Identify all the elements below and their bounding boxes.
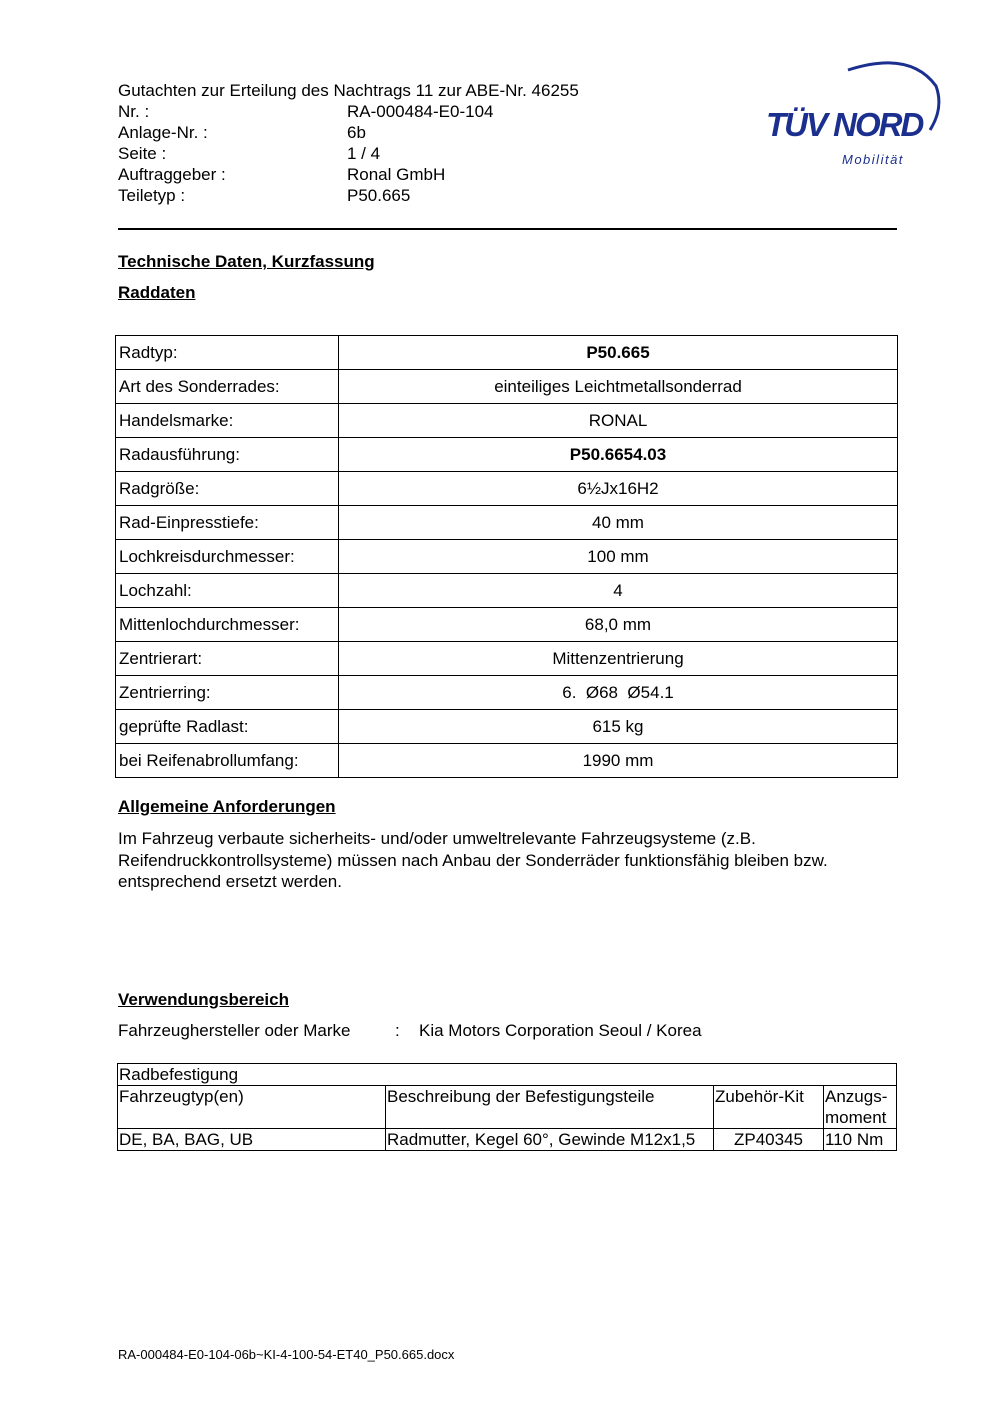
row-label: Art des Sonderrades: [116, 370, 339, 404]
usage-title: Verwendungsbereich [118, 990, 289, 1009]
manufacturer-separator: : [395, 1021, 400, 1040]
row-label: bei Reifenabrollumfang: [116, 744, 339, 778]
header-label: Anlage-Nr. : [118, 123, 208, 142]
manufacturer-label: Fahrzeughersteller oder Marke [118, 1021, 351, 1040]
row-label: Zentrierring: [116, 676, 339, 710]
column-header: Beschreibung der Befestigungsteile [386, 1086, 714, 1129]
table-row [116, 744, 898, 778]
table-row [116, 404, 898, 438]
column-header: Fahrzeugtyp(en) [118, 1086, 386, 1129]
row-label: Radausführung: [116, 438, 339, 472]
row-value: Mittenzentrierung [339, 642, 898, 676]
table-row [116, 336, 898, 370]
logo-subtitle: Mobilität [842, 152, 904, 167]
row-value: 40 mm [339, 506, 898, 540]
header-label: Teiletyp : [118, 186, 186, 205]
row-value: 4 [339, 574, 898, 608]
header-label: Auftraggeber : [118, 165, 226, 184]
table-cell: 110 Nm [824, 1129, 897, 1151]
logo-brand: TÜV NORD [766, 106, 923, 143]
table-row [116, 676, 898, 710]
table-caption-row [118, 1064, 897, 1086]
row-label: Radgröße: [116, 472, 339, 506]
header-value: P50.665 [347, 186, 411, 205]
table-row [116, 370, 898, 404]
table-row [116, 574, 898, 608]
row-label: Lochzahl: [116, 574, 339, 608]
row-value: einteiliges Leichtmetallsonderrad [339, 370, 898, 404]
row-value: 68,0 mm [339, 608, 898, 642]
table-row [116, 608, 898, 642]
row-value: 6½Jx16H2 [339, 472, 898, 506]
table-cell: Radmutter, Kegel 60°, Gewinde M12x1,5 [386, 1129, 714, 1151]
column-header: Anzugs- moment [824, 1086, 897, 1129]
table-row [116, 642, 898, 676]
row-value: P50.6654.03 [339, 438, 898, 472]
requirements-text: Im Fahrzeug verbaute sicherheits- und/oder umweltrelevante Fahrzeugsysteme (z.B. Reifendruckkontrollsysteme) müssen nach Anbau der Sonderräder funktionsfähig bleiben bzw. entsprechend ersetzt werden. [118, 829, 828, 891]
column-header: Zubehör-Kit [714, 1086, 824, 1129]
row-value: 6. Ø68 Ø54.1 [339, 676, 898, 710]
section-subtitle: Raddaten [118, 283, 196, 302]
manufacturer-value: Kia Motors Corporation Seoul / Korea [419, 1021, 702, 1040]
table-row [118, 1129, 897, 1151]
header-value: Ronal GmbH [347, 165, 446, 184]
row-value: 100 mm [339, 540, 898, 574]
table-row [116, 438, 898, 472]
header-divider [118, 228, 897, 230]
table-row [116, 506, 898, 540]
footer-filename: RA-000484-E0-104-06b~KI-4-100-54-ET40_P50.665.docx [118, 1347, 455, 1362]
row-label: Lochkreisdurchmesser: [116, 540, 339, 574]
row-value: RONAL [339, 404, 898, 438]
table-caption: Radbefestigung [118, 1064, 897, 1086]
section-title: Technische Daten, Kurzfassung [118, 252, 375, 271]
row-label: Mittenlochdurchmesser: [116, 608, 339, 642]
table-cell: ZP40345 [714, 1129, 824, 1151]
row-label: Zentrierart: [116, 642, 339, 676]
row-label: Handelsmarke: [116, 404, 339, 438]
row-value: 615 kg [339, 710, 898, 744]
tuv-nord-logo [760, 56, 942, 172]
requirements-title: Allgemeine Anforderungen [118, 797, 336, 816]
header-label: Seite : [118, 144, 167, 163]
table-header-row [118, 1086, 897, 1129]
row-label: Rad-Einpresstiefe: [116, 506, 339, 540]
header-value: 1 / 4 [347, 144, 381, 163]
table-row [116, 472, 898, 506]
header-value: RA-000484-E0-104 [347, 102, 494, 121]
document-title: Gutachten zur Erteilung des Nachtrags 11 zur ABE-Nr. 46255 [118, 81, 579, 100]
wheel-data-table [115, 335, 898, 778]
row-label: Radtyp: [116, 336, 339, 370]
row-value: 1990 mm [339, 744, 898, 778]
mounting-table [117, 1063, 897, 1151]
table-row [116, 710, 898, 744]
header-label: Nr. : [118, 102, 150, 121]
row-value: P50.665 [339, 336, 898, 370]
table-row [116, 540, 898, 574]
row-label: geprüfte Radlast: [116, 710, 339, 744]
tuv-nord-logo-graphic [760, 56, 942, 172]
header-value: 6b [347, 123, 366, 142]
table-cell: DE, BA, BAG, UB [118, 1129, 386, 1151]
